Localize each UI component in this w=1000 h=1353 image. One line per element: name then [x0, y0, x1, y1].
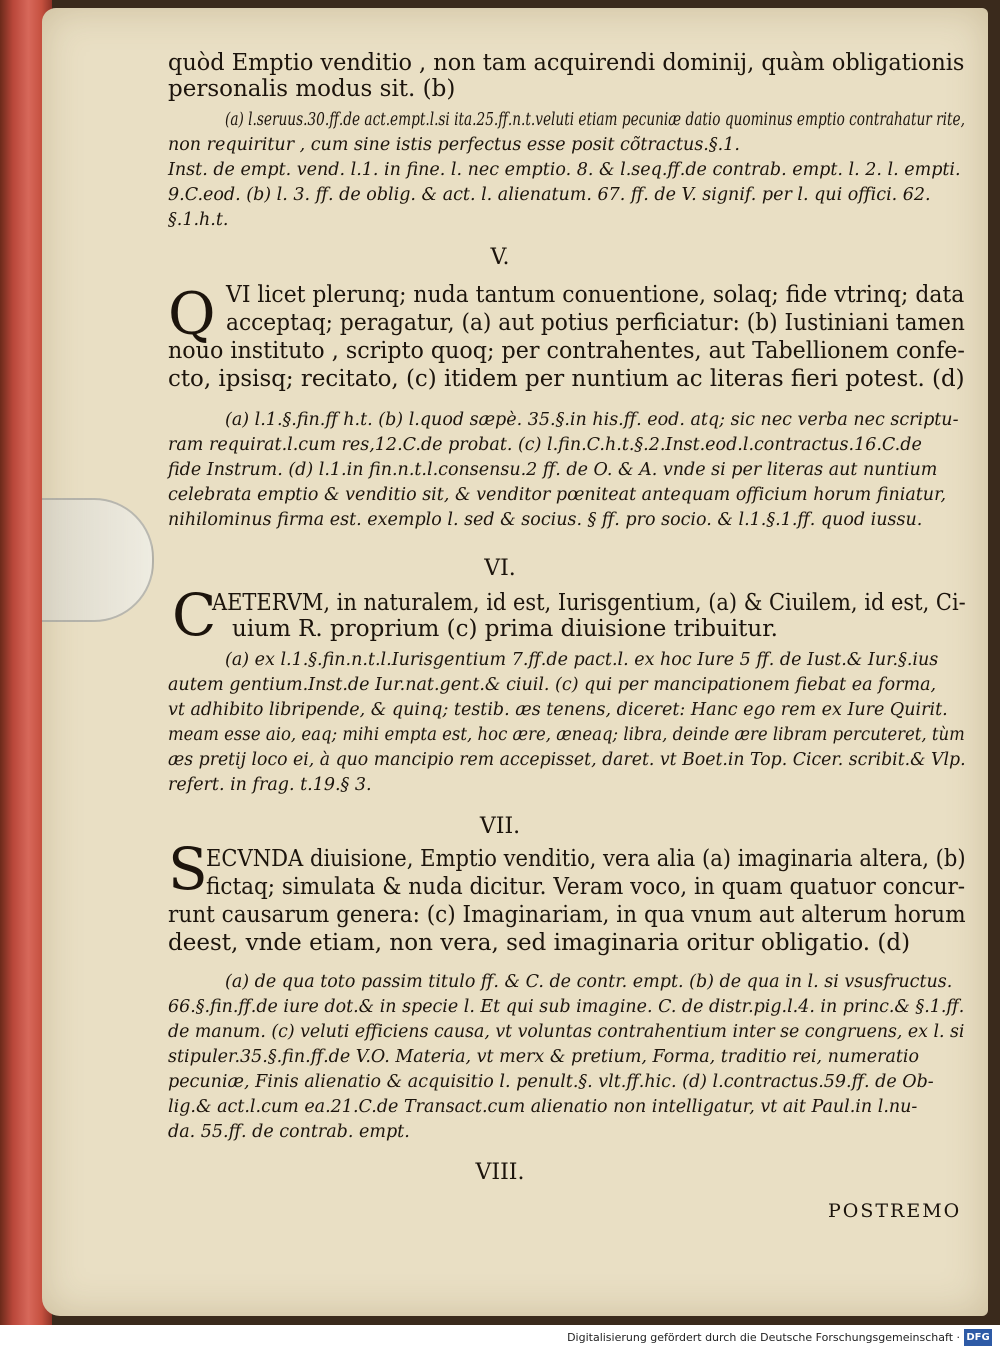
section-numeral: VIII.	[475, 1160, 525, 1185]
intro-line: quòd Emptio venditio , non tam acquirendi dominij, quàm obligationis	[168, 50, 965, 76]
section-line: fictaq; simulata & nuda dicitur. Veram voco, in quam quatuor concur-	[206, 874, 966, 900]
footnote-line: pecuniæ, Finis alienatio & acquisitio l. penult.§. vlt.ff.hic. (d) l.contractus.59.ff. de Ob-	[168, 1072, 934, 1092]
footnote-line: vt adhibito libripende, & quinq; testib. æs tenens, diceret: Hanc ego rem ex Iure Quirit.	[168, 700, 948, 720]
section-numeral: VI.	[484, 556, 516, 581]
section-line: AETERVM, in naturalem, id est, Iurisgentium, (a) & Ciuilem, id est, Ci-	[212, 590, 966, 616]
section-line: cto, ipsisq; recitato, (c) itidem per nuntium ac literas fieri potest. (d)	[168, 366, 965, 392]
intro-note: (a) l.seruus.30.ff.de act.empt.l.si ita.25.ff.n.t.veluti etiam pecuniæ datio quominus emptio contrahatur rite,	[225, 110, 965, 130]
footnote-line: (a) l.1.§.fin.ff h.t. (b) l.quod sæpè. 35.§.in his.ff. eod. atq; sic nec verba nec scriptu-	[225, 410, 959, 430]
section-line: nouo instituto , scripto quoq; per contrahentes, aut Tabellionem confe-	[168, 338, 965, 364]
catchword: POSTREMO	[828, 1200, 962, 1222]
intro-note: §.1.h.t.	[168, 210, 229, 230]
footnote-line: fide Instrum. (d) l.1.in fin.n.t.l.consensu.2 ff. de O. & A. vnde si per literas aut nuntium	[168, 460, 938, 480]
section-line: uium R. proprium (c) prima diuisione tribuitur.	[232, 616, 778, 642]
section-line: ECVNDA diuisione, Emptio venditio, vera alia (a) imaginaria altera, (b)	[206, 846, 966, 872]
footnote-line: de manum. (c) veluti efficiens causa, vt voluntas contrahentium inter se congruens, ex l. si	[168, 1022, 965, 1042]
intro-note: 9.C.eod. (b) l. 3. ff. de oblig. & act. l. alienatum. 67. ff. de V. signif. per l. qui offici. 62.	[168, 185, 931, 205]
drop-capital: Q	[168, 280, 216, 348]
footnote-line: autem gentium.Inst.de Iur.nat.gent.& ciuil. (c) qui per mancipationem fiebat ea forma,	[168, 675, 937, 695]
footnote-line: celebrata emptio & venditio sit, & venditor pœniteat antequam officium horum finiatur,	[168, 485, 947, 505]
drop-capital: S	[168, 835, 208, 903]
footer-credit: Digitalisierung gefördert durch die Deutsche Forschungsgemeinschaft ·	[567, 1331, 960, 1344]
intro-note: non requiritur , cum sine istis perfectus esse posit cõtractus.§.1.	[168, 135, 740, 155]
footnote-line: æs pretij loco ei, à quo mancipio rem accepisset, daret. vt Boet.in Top. Cicer. scribit.& Vlp.	[168, 750, 966, 770]
footnote-line: (a) ex l.1.§.fin.n.t.l.Iurisgentium 7.ff.de pact.l. ex hoc Iure 5 ff. de Iust.& Iur.§.ius	[225, 650, 939, 670]
intro-line: personalis modus sit. (b)	[168, 76, 456, 102]
footnote-line: lig.& act.l.cum ea.21.C.de Transact.cum alienatio non intelligatur, vt ait Paul.in l.nu-	[168, 1097, 918, 1117]
dfg-logo: DFG	[964, 1329, 992, 1346]
footer-bar	[0, 1325, 1000, 1353]
footnote-line: meam esse aio, eaq; mihi empta est, hoc ære, æneaq; libra, deinde ære libram percuteret, tùm	[168, 725, 965, 745]
footnote-line: ram requirat.l.cum res,12.C.de probat. (c) l.fin.C.h.t.§.2.Inst.eod.l.contractus.16.C.de	[168, 435, 922, 455]
section-line: runt causarum genera: (c) Imaginariam, in qua vnum aut alterum horum	[168, 902, 966, 928]
footnote-line: refert. in frag. t.19.§ 3.	[168, 775, 372, 795]
section-line: deest, vnde etiam, non vera, sed imaginaria oritur obligatio. (d)	[168, 930, 911, 956]
section-numeral: V.	[490, 245, 510, 270]
footnote-line: da. 55.ff. de contrab. empt.	[168, 1122, 410, 1142]
intro-note: Inst. de empt. vend. l.1. in fine. l. nec emptio. 8. & l.seq.ff.de contrab. empt. l. 2. l. empti.	[168, 160, 961, 180]
footnote-line: 66.§.fin.ff.de iure dot.& in specie l. Et qui sub imagine. C. de distr.pig.l.4. in princ.& §.1.ff.	[168, 997, 965, 1017]
footnote-line: nihilominus firma est. exemplo l. sed & socius. § ff. pro socio. & l.1.§.1.ff. quod iussu.	[168, 510, 923, 530]
section-numeral: VII.	[479, 814, 521, 839]
section-line: VI licet plerunq; nuda tantum conuentione, solaq; fide vtrinq; data	[226, 282, 965, 308]
footnote-line: (a) de qua toto passim titulo ff. & C. de contr. empt. (b) de qua in l. si vsusfructus.	[225, 972, 953, 992]
drop-capital: C	[172, 581, 217, 649]
section-line: acceptaq; peragatur, (a) aut potius perficiatur: (b) Iustiniani tamen	[226, 310, 965, 336]
footnote-line: stipuler.35.§.fin.ff.de V.O. Materia, vt merx & pretium, Forma, traditio rei, numeratio	[168, 1047, 920, 1067]
